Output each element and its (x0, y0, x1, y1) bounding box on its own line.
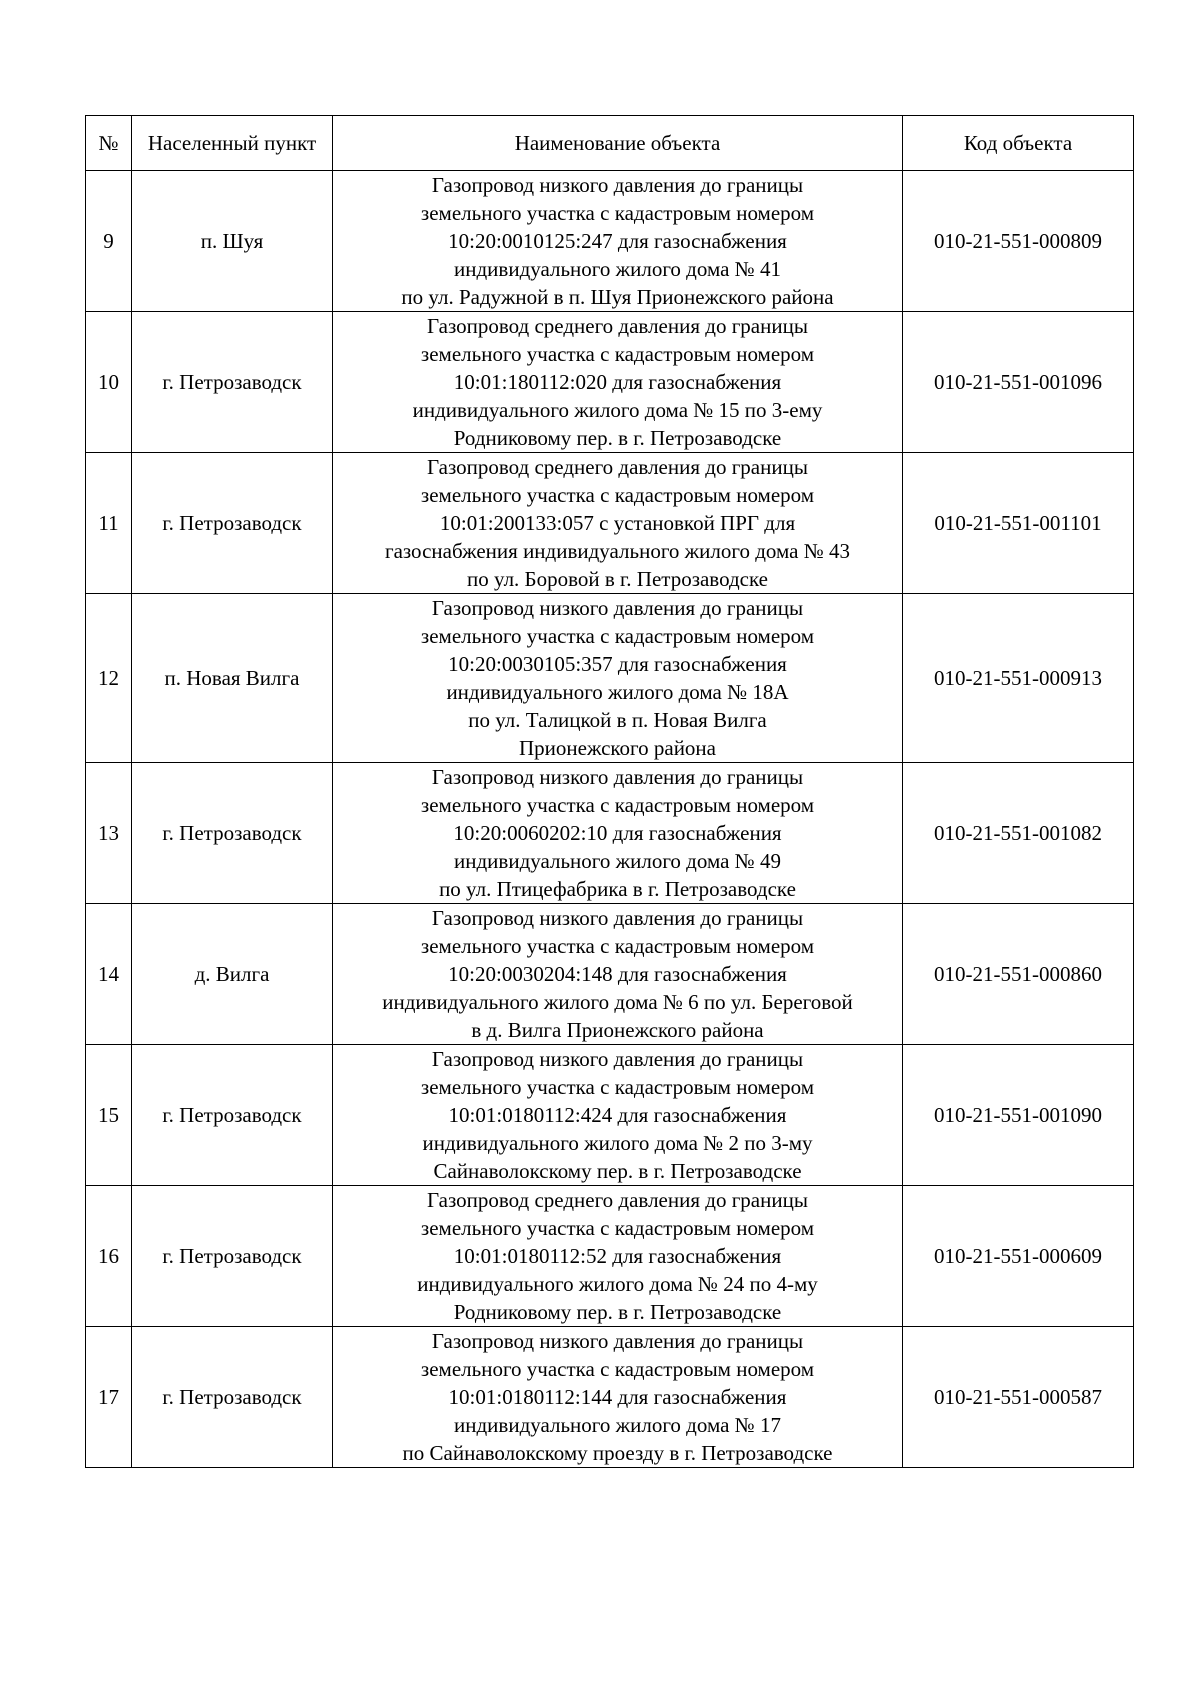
row-object-name (333, 763, 903, 904)
table-row (86, 763, 1134, 904)
row-settlement: г. Петрозаводск (132, 312, 333, 453)
object-name-line: 10:01:0180112:52 для газоснабжения (453, 1244, 782, 1268)
row-number: 10 (86, 312, 132, 453)
row-number: 12 (86, 594, 132, 763)
table-row (86, 1327, 1134, 1468)
object-name-line: индивидуального жилого дома № 6 по ул. Береговой (382, 990, 853, 1014)
row-settlement: п. Шуя (132, 171, 333, 312)
row-number: 16 (86, 1186, 132, 1327)
row-number: 15 (86, 1045, 132, 1186)
object-name-line: 10:20:0010125:247 для газоснабжения (448, 229, 787, 253)
table-row (86, 904, 1134, 1045)
row-object-code: 010-21-551-001096 (903, 312, 1134, 453)
object-name-line: 10:01:0180112:144 для газоснабжения (448, 1385, 787, 1409)
row-number: 9 (86, 171, 132, 312)
object-name-line: Газопровод низкого давления до границы (431, 1329, 804, 1353)
object-name-line: земельного участка с кадастровым номером (420, 624, 815, 648)
object-name-line: земельного участка с кадастровым номером (420, 483, 815, 507)
object-name-line: 10:01:0180112:424 для газоснабжения (448, 1103, 787, 1127)
table-body (86, 171, 1134, 1468)
table-row (86, 171, 1134, 312)
object-name-line: Газопровод низкого давления до границы (431, 173, 804, 197)
row-object-name (333, 594, 903, 763)
row-object-code: 010-21-551-000809 (903, 171, 1134, 312)
object-name-line: Родниковому пер. в г. Петрозаводске (453, 426, 782, 450)
row-object-name (333, 171, 903, 312)
object-name-line: по ул. Птицефабрика в г. Петрозаводске (439, 877, 796, 901)
object-name-line: Газопровод среднего давления до границы (427, 455, 808, 479)
object-name-line: индивидуального жилого дома № 2 по 3-му (422, 1131, 813, 1155)
object-name-line: по ул. Талицкой в п. Новая Вилга (468, 708, 767, 732)
object-name-line: индивидуального жилого дома № 18А (446, 680, 789, 704)
object-name-line: земельного участка с кадастровым номером (420, 1216, 815, 1240)
row-settlement: г. Петрозаводск (132, 1045, 333, 1186)
row-object-code: 010-21-551-001082 (903, 763, 1134, 904)
row-settlement: г. Петрозаводск (132, 1186, 333, 1327)
table-row (86, 1186, 1134, 1327)
row-object-name (333, 312, 903, 453)
object-name-line: 10:01:200133:057 с установкой ПРГ для (439, 511, 796, 535)
row-object-code: 010-21-551-000913 (903, 594, 1134, 763)
object-name-line: индивидуального жилого дома № 17 (454, 1413, 781, 1437)
row-number: 14 (86, 904, 132, 1045)
object-name-line: газоснабжения индивидуального жилого дома № 43 (384, 539, 851, 563)
header-number: № (86, 116, 132, 171)
row-settlement: п. Новая Вилга (132, 594, 333, 763)
object-name-line: индивидуального жилого дома № 24 по 4-му (417, 1272, 818, 1296)
object-name-line: по ул. Боровой в г. Петрозаводске (467, 567, 768, 591)
object-name-line: Газопровод низкого давления до границы (431, 765, 804, 789)
object-name-line: Газопровод низкого давления до границы (431, 596, 804, 620)
table-header-row (86, 116, 1134, 171)
object-name-line: в д. Вилга Прионежского района (471, 1018, 764, 1042)
object-name-line: 10:01:180112:020 для газоснабжения (453, 370, 782, 394)
row-settlement: г. Петрозаводск (132, 453, 333, 594)
row-settlement: г. Петрозаводск (132, 763, 333, 904)
row-object-name (333, 904, 903, 1045)
header-object-name: Наименование объекта (333, 116, 903, 171)
object-name-line: земельного участка с кадастровым номером (420, 934, 815, 958)
object-name-line: Газопровод среднего давления до границы (427, 1188, 808, 1212)
object-name-line: по Сайнаволокскому проезду в г. Петрозаводске (402, 1441, 833, 1465)
header-object-code: Код объекта (903, 116, 1134, 171)
row-object-name (333, 1186, 903, 1327)
row-object-name (333, 1045, 903, 1186)
object-name-line: индивидуального жилого дома № 49 (454, 849, 781, 873)
object-name-line: Газопровод среднего давления до границы (427, 314, 808, 338)
object-name-line: земельного участка с кадастровым номером (420, 1357, 815, 1381)
row-object-name (333, 1327, 903, 1468)
object-name-line: земельного участка с кадастровым номером (420, 793, 815, 817)
object-name-line: индивидуального жилого дома № 15 по 3-ему (412, 398, 823, 422)
object-name-line: 10:20:0030105:357 для газоснабжения (448, 652, 787, 676)
header-settlement: Населенный пункт (132, 116, 333, 171)
row-object-name (333, 453, 903, 594)
gas-pipeline-table (85, 115, 1134, 1468)
row-object-code: 010-21-551-001090 (903, 1045, 1134, 1186)
object-name-line: земельного участка с кадастровым номером (420, 1075, 815, 1099)
table-row (86, 453, 1134, 594)
object-name-line: по ул. Радужной в п. Шуя Прионежского района (401, 285, 834, 309)
row-number: 17 (86, 1327, 132, 1468)
object-name-line: Прионежского района (518, 736, 716, 760)
row-number: 13 (86, 763, 132, 904)
object-name-line: Газопровод низкого давления до границы (431, 1047, 804, 1071)
row-settlement: д. Вилга (132, 904, 333, 1045)
object-name-line: Газопровод низкого давления до границы (431, 906, 804, 930)
row-object-code: 010-21-551-000609 (903, 1186, 1134, 1327)
object-name-line: 10:20:0060202:10 для газоснабжения (453, 821, 782, 845)
row-object-code: 010-21-551-001101 (903, 453, 1134, 594)
row-object-code: 010-21-551-000587 (903, 1327, 1134, 1468)
object-name-line: индивидуального жилого дома № 41 (454, 257, 781, 281)
object-name-line: земельного участка с кадастровым номером (420, 342, 815, 366)
object-name-line: Родниковому пер. в г. Петрозаводске (453, 1300, 782, 1324)
object-name-line: 10:20:0030204:148 для газоснабжения (448, 962, 787, 986)
row-number: 11 (86, 453, 132, 594)
row-settlement: г. Петрозаводск (132, 1327, 333, 1468)
table-row (86, 1045, 1134, 1186)
object-name-line: Сайнаволокскому пер. в г. Петрозаводске (433, 1159, 802, 1183)
table-row (86, 594, 1134, 763)
table-row (86, 312, 1134, 453)
row-object-code: 010-21-551-000860 (903, 904, 1134, 1045)
object-name-line: земельного участка с кадастровым номером (420, 201, 815, 225)
